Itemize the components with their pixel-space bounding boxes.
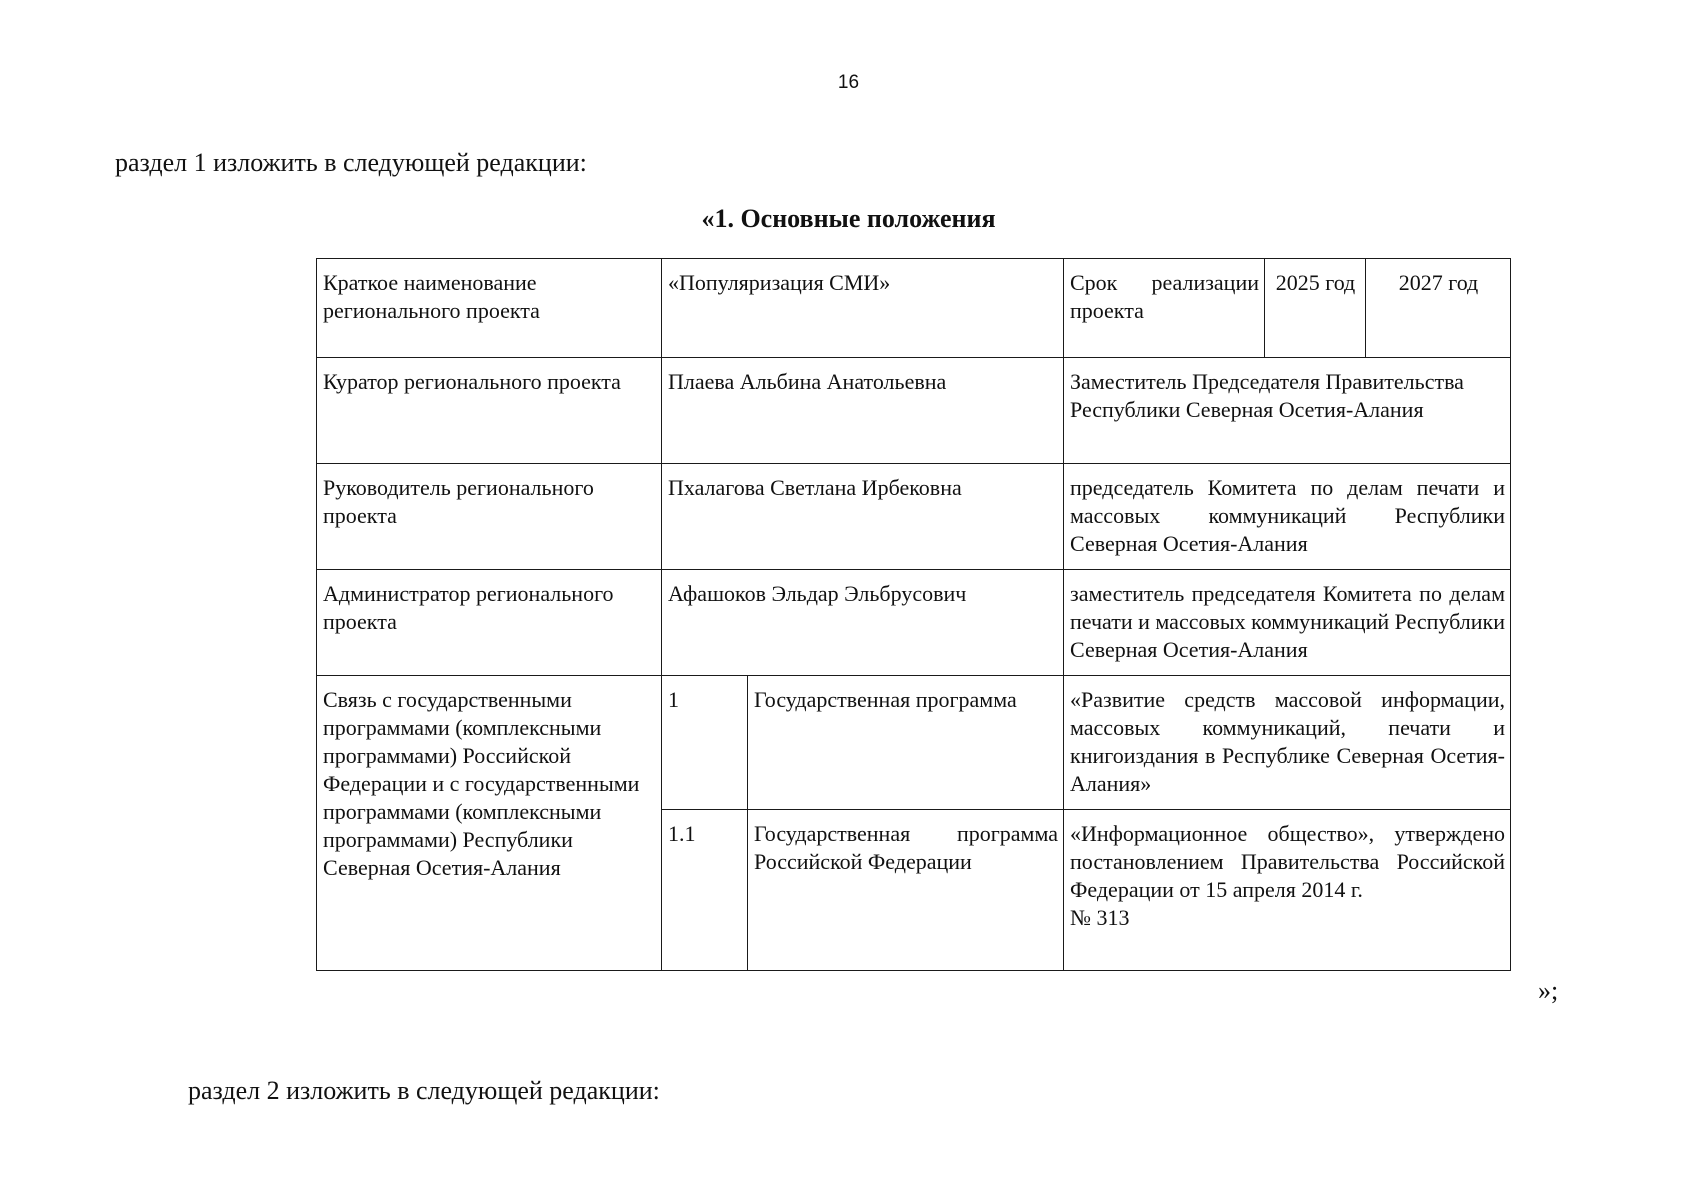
link-type: Государственная программа [748,676,1064,810]
link-description: «Развитие средств массовой информации, массовых коммуникаций, печати и книгоиздания в Республике Северная Осетия-Алания» [1064,676,1511,810]
term-start: 2025 год [1265,259,1366,358]
table-row-curator [317,358,1511,464]
page-number: 16 [837,72,860,93]
links-label: Связь с государственными программами (комплексными программами) Российской Федерации и с государственными программами (комплексными программами) Республики Северная Осетия-Алания [317,676,662,971]
term-end: 2027 год [1366,259,1511,358]
link-type: Государственная программа Российской Федерации [748,810,1064,971]
curator-name: Плаева Альбина Анатольевна [662,358,1064,464]
outro-paragraph: раздел 2 изложить в следующей редакции: [188,1076,660,1105]
admin-position: заместитель председателя Комитета по делам печати и массовых коммуникаций Республики Северная Осетия-Алания [1064,570,1511,676]
curator-label: Куратор регионального проекта [317,358,662,464]
head-label: Руководитель регионального проекта [317,464,662,570]
table-row-short-name [317,259,1511,358]
short-name-label: Краткое наименование регионального проекта [317,259,662,358]
curator-position: Заместитель Председателя Правительства Республики Северная Осетия-Алания [1064,358,1511,464]
term-label: Срок реализации проекта [1070,270,1259,323]
admin-label: Администратор регионального проекта [317,570,662,676]
link-description: «Информационное общество», утверждено постановлением Правительства Российской Федерации от 15 апреля 2014 г. [1070,821,1505,902]
intro-paragraph: раздел 1 изложить в следующей редакции: [115,148,587,177]
table-row-link-1 [317,676,1511,810]
table-row-admin [317,570,1511,676]
head-position: председатель Комитета по делам печати и массовых коммуникаций Республики Северная Осетия-Алания [1064,464,1511,570]
link-number: 1 [662,676,748,810]
head-name: Пхалагова Светлана Ирбековна [662,464,1064,570]
section-heading: «1. Основные положения [701,204,996,233]
closing-quote: »; [1538,976,1559,1005]
link-description-cell [1064,810,1511,971]
short-name-value: «Популяризация СМИ» [662,259,1064,358]
table-row-head [317,464,1511,570]
project-info-table [316,258,1511,971]
admin-name: Афашоков Эльдар Эльбрусович [662,570,1064,676]
link-decree-number: № 313 [1070,905,1130,930]
link-number: 1.1 [662,810,748,971]
term-label-cell [1064,259,1265,358]
